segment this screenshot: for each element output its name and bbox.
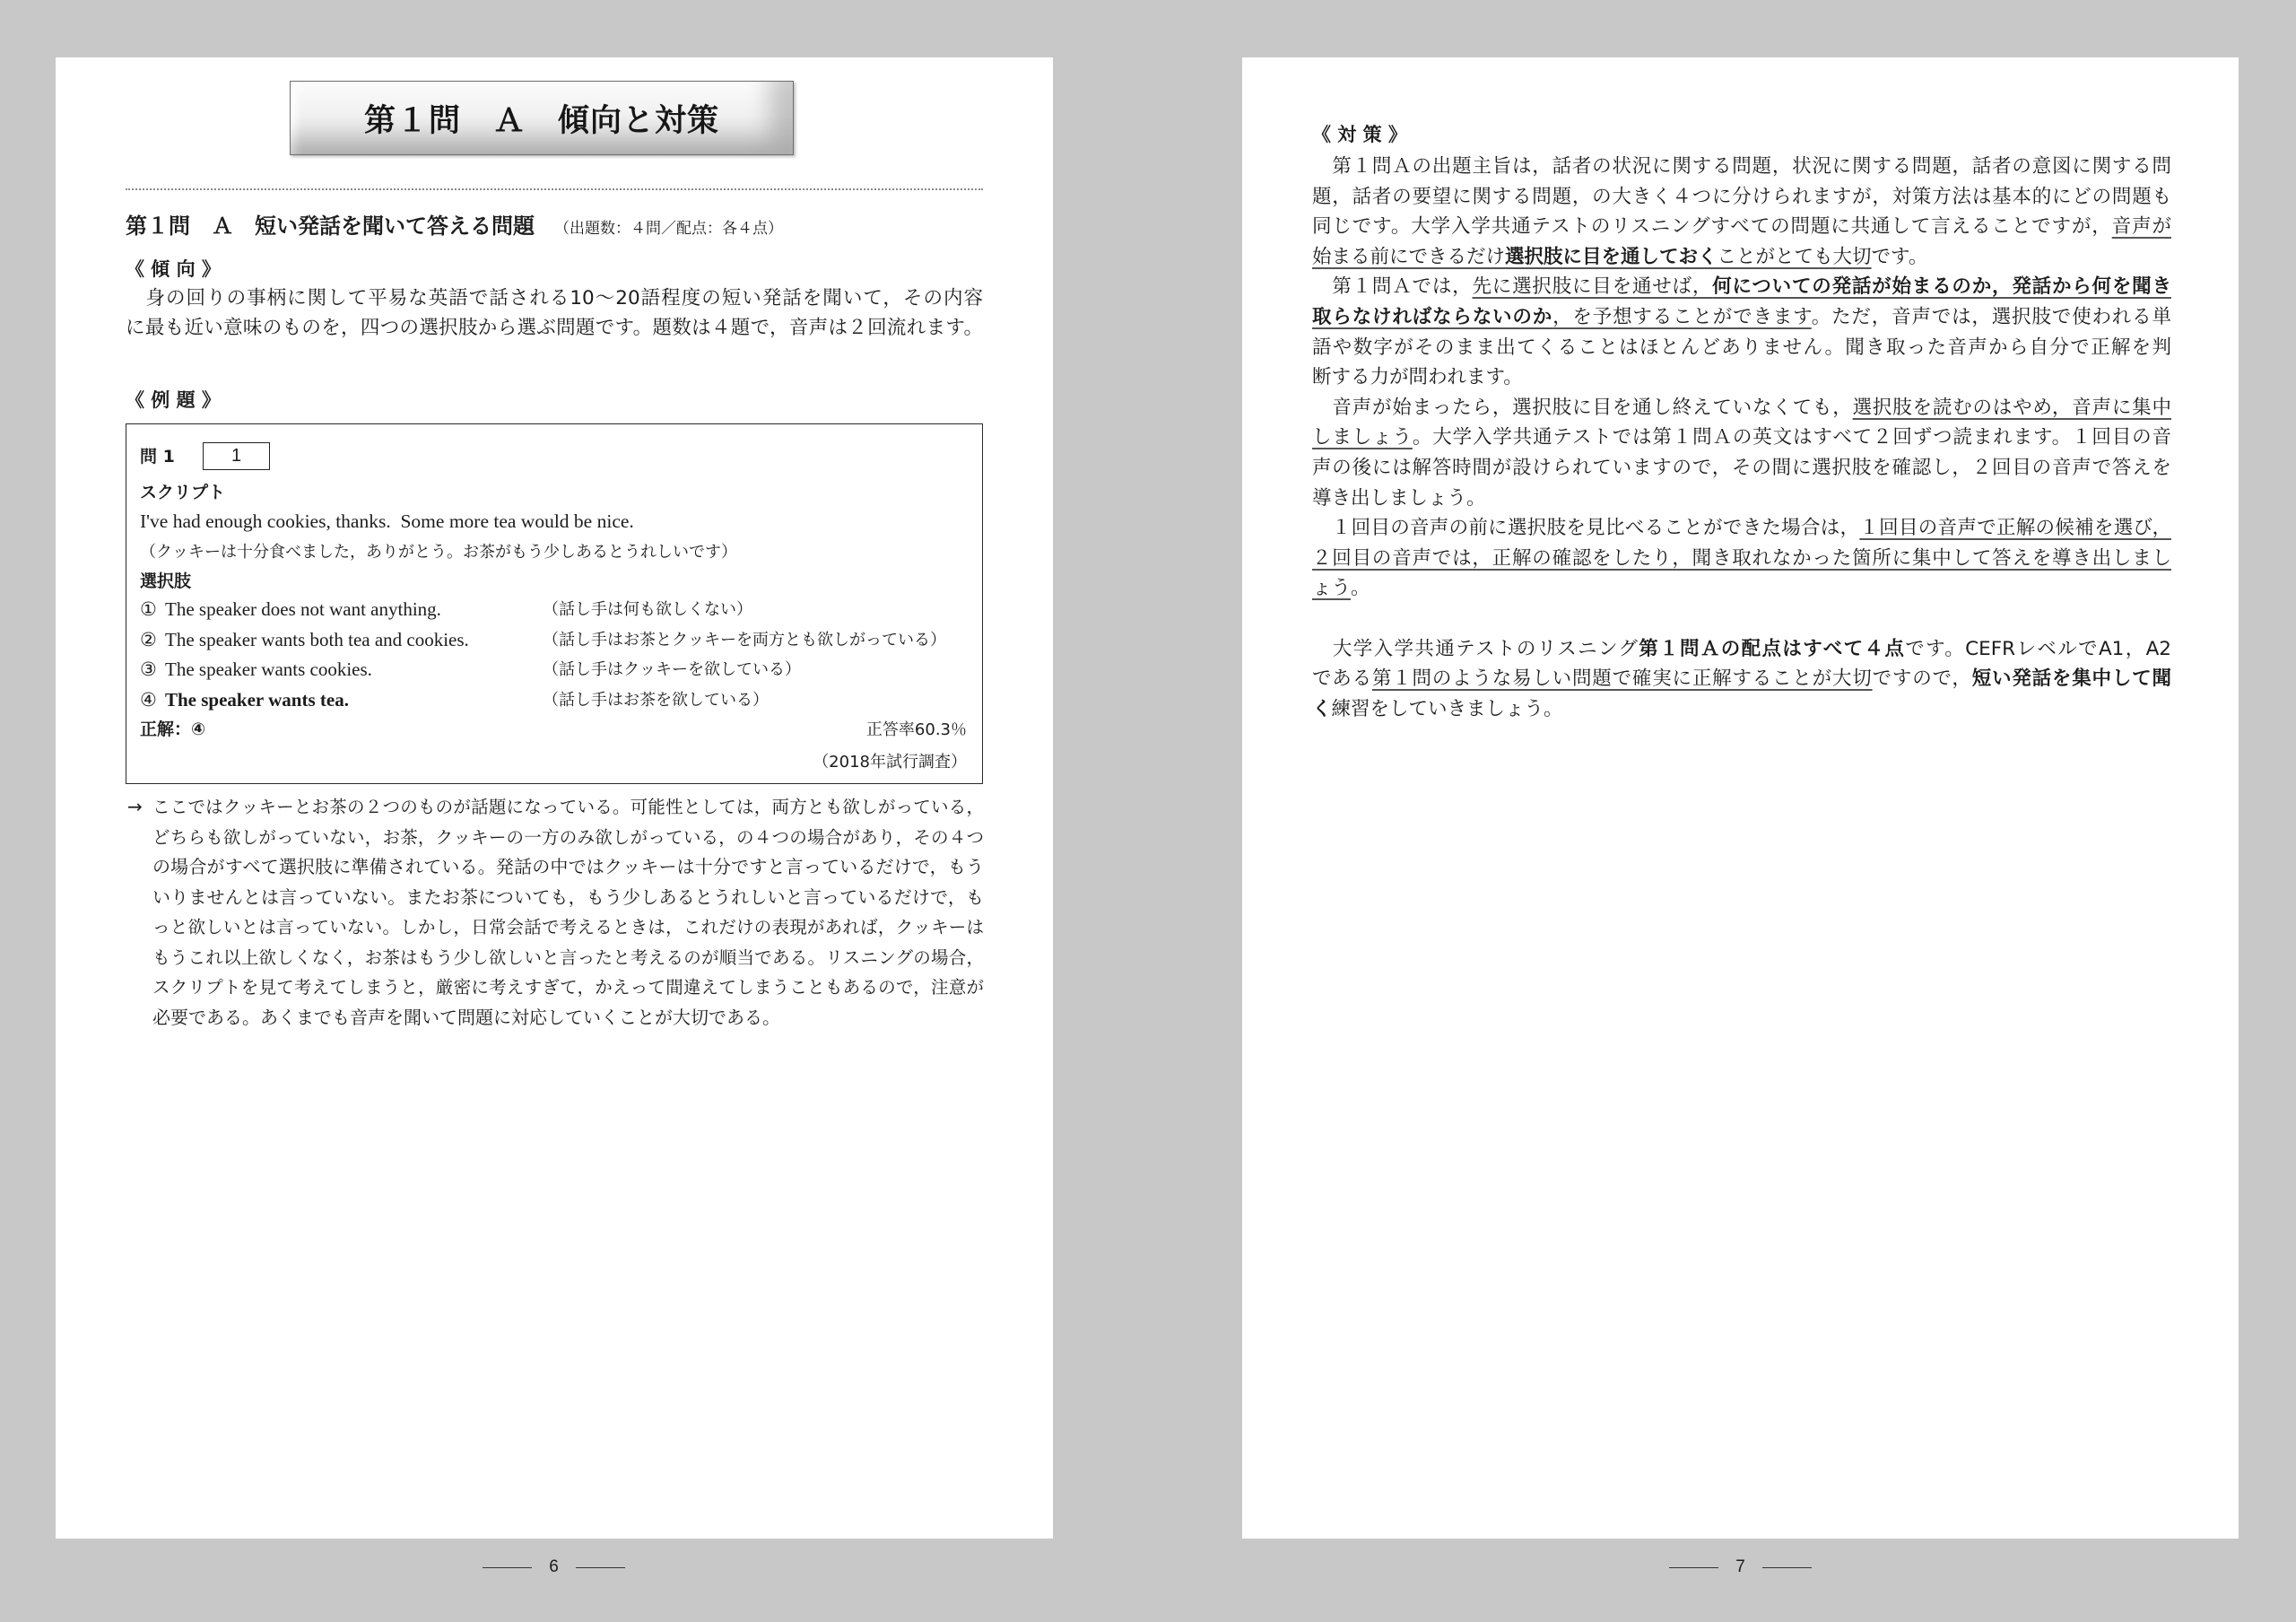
- text-segment: 第１問Ａの出題主旨は，話者の状況に関する問題，状況に関する問題，話者の意図に関する問: [1312, 155, 2171, 178]
- script-en-row: [126, 507, 982, 536]
- question-label: 問 1: [140, 447, 175, 467]
- text-segment: 。: [1351, 577, 1370, 600]
- underlined-text: ２回目の音声では，正解の確認をしたり，聞き取れなかった箇所に集中して答えを導き出しまし: [1312, 546, 2171, 570]
- text-segment: 同じです。大学入学共通テストのリスニングすべての問題に共通して言えることですが，: [1312, 215, 2112, 239]
- script-label-row: [126, 478, 982, 508]
- text-segment: 音声が始まったら，選択肢に目を通し終えていなくても，: [1312, 396, 1853, 419]
- text-segment: である: [1312, 667, 1372, 691]
- footer-rule: [1762, 1567, 1812, 1568]
- choices-label: 選択肢: [140, 571, 192, 591]
- trend-label: 《 傾 向 》: [126, 258, 221, 280]
- choice-japanese: （話し手はお茶を欲している）: [543, 691, 769, 710]
- text-segment: に最も近い意味のものを，四つの選択肢から選ぶ問題です。題数は４題で，音声は２回流れます。: [126, 317, 983, 340]
- text-segment: ですので，: [1872, 667, 1972, 691]
- text-line: [1312, 664, 2171, 694]
- choice-number: ①: [140, 598, 157, 620]
- page-number: 6: [549, 1557, 559, 1576]
- text-segment: 身の回りの事柄に関して平易な英語で話される10〜20語程度の短い発話を聞いて，その内容: [126, 287, 983, 310]
- choice-row-correct: [126, 685, 982, 715]
- bold-text: 選択肢に目を通しておく: [1505, 245, 1718, 268]
- page-footer-left: [483, 1555, 625, 1580]
- bold-text: 何についての発話が始まるのか，発話から何を聞き: [1712, 275, 2171, 299]
- answer-label: 正解：: [140, 719, 192, 739]
- text-line: [1312, 302, 2171, 333]
- example-box: [126, 423, 983, 784]
- text-segment: 第１問Ａでは，: [1312, 275, 1473, 299]
- text-segment: ここではクッキーとお茶の２つのものが話題になっている。可能性としては，両方とも欲しがっている，: [152, 797, 984, 817]
- dotted-divider: [126, 188, 983, 190]
- example-label: 《 例 題 》: [126, 389, 221, 411]
- footer-rule: [483, 1567, 532, 1568]
- text-line: [1312, 453, 2171, 484]
- text-line: [1312, 694, 2171, 725]
- choice-english: The speaker wants tea.: [165, 689, 349, 711]
- page-footer-right: [1669, 1555, 1812, 1580]
- text-segment: 題，話者の要望に関する問題，の大きく４つに分けられますが，対策方法は基本的にどの問題も: [1312, 185, 2171, 208]
- text-line: [1312, 544, 2171, 574]
- text-line: [1312, 333, 2171, 363]
- commentary-paragraph: [152, 792, 984, 1033]
- answer-value: ④: [191, 719, 206, 739]
- underlined-text: １回目の音声で正解の候補を選び，: [1859, 517, 2171, 540]
- footer-rule: [1669, 1567, 1718, 1568]
- bold-text: 取らなければならないのか: [1312, 305, 1553, 328]
- choice-number: ②: [140, 629, 157, 650]
- text-line: [152, 972, 984, 1003]
- bold-text: 短い発話を集中して聞: [1971, 667, 2171, 691]
- text-segment: 必要である。あくまでも音声を聞いて問題に対応していくことが大切である。: [152, 1006, 780, 1028]
- text-segment: 大学入学共通テストのリスニング: [1312, 637, 1639, 660]
- text-line: [1312, 242, 2171, 273]
- source-note: （2018年試行調査）: [813, 753, 967, 772]
- choice-english: The speaker wants both tea and cookies.: [165, 629, 469, 650]
- text-line: [152, 823, 984, 853]
- choice-japanese: （話し手はお茶とクッキーを両方とも欲しがっている）: [543, 631, 946, 650]
- text-segment: の場合がすべて選択肢に準備されている。発話の中ではクッキーは十分ですと言っているだけで，もう: [152, 856, 984, 877]
- section-meta: （出題数：４問／配点：各４点）: [554, 220, 783, 238]
- choice-number: ④: [140, 689, 157, 711]
- text-line: [1312, 423, 2171, 453]
- underlined-text: 先に選択肢に目を通せば，: [1472, 275, 1713, 299]
- text-segment: １回目の音声の前に選択肢を見比べることができた場合は，: [1312, 517, 1860, 540]
- underlined-text: ことがとても大切: [1717, 245, 1872, 268]
- text-segment: もうこれ以上欲しくなく，お茶はもう少し欲しいと言ったと考えるのが順当である。リスニングの場合，: [152, 946, 984, 968]
- choice-row: [126, 655, 982, 685]
- source-row: [126, 747, 982, 777]
- text-line: [152, 883, 984, 913]
- arrow-icon: →: [127, 796, 143, 817]
- underlined-text: しましょう: [1312, 426, 1413, 449]
- text-segment: どちらも欲しがっていない，お茶，クッキーの一方のみ欲しがっている，の４つの場合があり，その４つ: [152, 826, 984, 848]
- underlined-text: 音声が: [2111, 215, 2171, 239]
- text-line: [1312, 152, 2171, 182]
- underlined-text: ，を予想することができます: [1552, 305, 1812, 328]
- text-line: [152, 943, 984, 973]
- text-segment: 。大学入学共通テストでは第１問Ａの英文はすべて２回ずつ読まれます。１回目の音: [1412, 426, 2171, 449]
- script-japanese: （クッキーは十分食べました，ありがとう。お茶がもう少しあるとうれしいです）: [140, 543, 737, 562]
- text-line: [1312, 272, 2171, 302]
- choice-row: [126, 625, 982, 655]
- choice-english: The speaker does not want anything.: [165, 598, 441, 620]
- text-line: [1312, 393, 2171, 423]
- choice-number: ③: [140, 658, 157, 680]
- text-line: [1312, 362, 2171, 393]
- text-line: [126, 313, 983, 343]
- choice-english: The speaker wants cookies.: [165, 658, 372, 680]
- choice-japanese: （話し手はクッキーを欲している）: [543, 660, 801, 679]
- text-line: [1312, 634, 2171, 665]
- text-line: [1312, 604, 2171, 634]
- underlined-text: 第１問のような易しい問題で確実に正解することが大切: [1371, 667, 1873, 691]
- text-segment: いりませんとは言っていない。またお茶についても，もう少しあるとうれしいと言っているだけで，も: [152, 885, 984, 908]
- text-line: [126, 283, 983, 313]
- script-ja-row: [126, 537, 982, 567]
- choice-row: [126, 595, 982, 624]
- script-label: スクリプト: [140, 483, 226, 502]
- text-segment: 導き出しましょう。: [1312, 486, 1486, 510]
- choice-japanese: （話し手は何も欲しくない）: [543, 600, 752, 619]
- text-segment: 断する力が問われます。: [1312, 366, 1523, 389]
- section-heading-text: 第１問 Ａ 短い発話を聞いて答える問題: [126, 214, 535, 239]
- text-line: [152, 792, 984, 823]
- text-segment: 練習をしていきましょう。: [1331, 697, 1563, 720]
- right-page: [1242, 57, 2239, 1539]
- page-number: 7: [1735, 1557, 1745, 1576]
- accuracy-rate: 正答率60.3％: [865, 720, 967, 739]
- underlined-text: 選択肢を読むのはやめ，音声に集中: [1852, 396, 2171, 419]
- text-line: [1312, 513, 2171, 544]
- text-segment: 。ただ，音声では，選択肢で使われる単: [1811, 305, 2171, 328]
- left-page: [56, 57, 1053, 1539]
- bold-text: く: [1312, 697, 1332, 720]
- text-segment: です。CEFRレベルでA1，A2: [1905, 637, 2171, 660]
- section-heading: [126, 208, 783, 240]
- text-line: [152, 912, 984, 943]
- text-line: [152, 1003, 984, 1033]
- text-line: [1312, 484, 2171, 514]
- text-segment: です。: [1871, 245, 1928, 268]
- measures-label: 《 対 策 》: [1312, 124, 1407, 145]
- text-line: [152, 852, 984, 883]
- text-segment: スクリプトを見て考えてしまうと，厳密に考えすぎて，かえって間違えてしまうこともあるので，注意が: [152, 977, 984, 998]
- text-segment: 語や数字がそのまま出てくることはほとんどありません。聞き取った音声から自分で正解を判: [1312, 336, 2171, 359]
- bold-text: 第１問Ａの配点はすべて４点: [1639, 637, 1906, 660]
- underlined-text: ょう: [1312, 577, 1352, 600]
- script-english: I've had enough cookies, thanks. Some more tea would be nice.: [140, 510, 634, 532]
- text-segment: っと欲しいとは言っていない。しかし，日常会話で考えるときは，これだけの表現があれば，クッキーは: [152, 917, 984, 937]
- choices-label-row: [126, 567, 982, 597]
- answer-row: [126, 715, 982, 745]
- trend-paragraph: [126, 283, 983, 343]
- underlined-text: 始まる前にできるだけ: [1312, 245, 1506, 268]
- page-title: 第１問 Ａ 傾向と対策: [290, 81, 794, 155]
- measures-paragraph: [1312, 152, 2171, 724]
- text-line: [1312, 212, 2171, 242]
- footer-rule: [576, 1567, 625, 1568]
- answer: [140, 715, 205, 745]
- text-line: [1312, 573, 2171, 604]
- text-line: [1312, 182, 2171, 213]
- text-segment: 声の後には解答時間が設けられていますので，その間に選択肢を確認し，２回目の音声で答えを: [1312, 456, 2171, 479]
- answer-blank-box: 1: [203, 442, 270, 470]
